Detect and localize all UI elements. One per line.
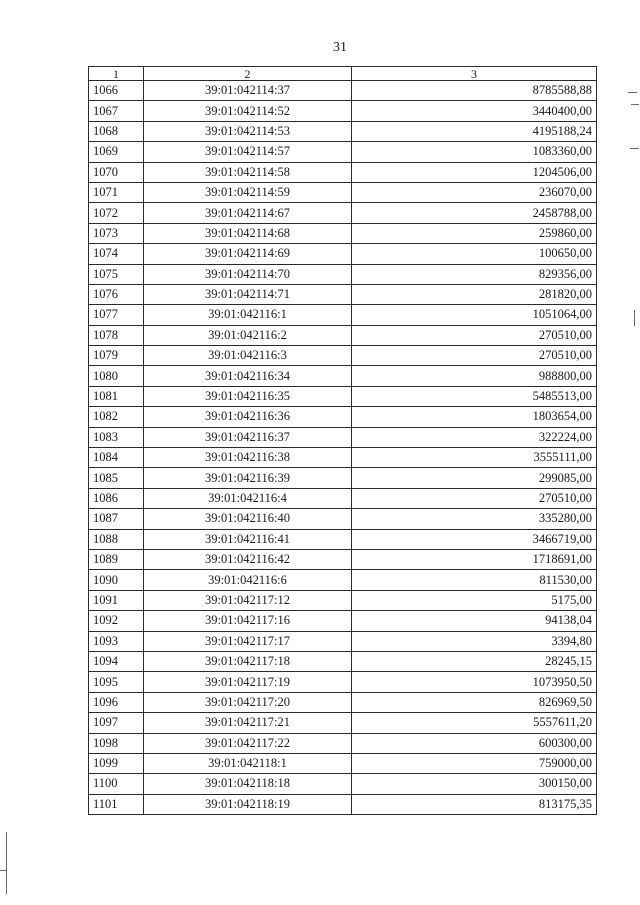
cadastral-value: 100650,00 — [352, 244, 597, 264]
row-number: 1100 — [89, 774, 144, 794]
cadastral-value: 5485513,00 — [352, 386, 597, 406]
cadastral-value: 1083360,00 — [352, 142, 597, 162]
table-row — [89, 509, 597, 529]
cadastral-value: 3555111,00 — [352, 448, 597, 468]
cadastral-value: 4195188,24 — [352, 121, 597, 141]
cadastral-number: 39:01:042114:58 — [144, 162, 352, 182]
cadastral-number: 39:01:042116:39 — [144, 468, 352, 488]
cadastral-number: 39:01:042114:37 — [144, 81, 352, 101]
margin-mark — [630, 148, 639, 149]
row-number: 1098 — [89, 733, 144, 753]
margin-mark — [631, 104, 639, 105]
table-row — [89, 346, 597, 366]
table-header-row — [89, 67, 597, 81]
cadastral-number: 39:01:042114:70 — [144, 264, 352, 284]
margin-mark — [628, 92, 637, 93]
table-row — [89, 631, 597, 651]
table-row — [89, 162, 597, 182]
page-number: 31 — [333, 40, 347, 55]
row-number: 1087 — [89, 509, 144, 529]
cadastral-value: 299085,00 — [352, 468, 597, 488]
row-number: 1086 — [89, 488, 144, 508]
cadastral-value: 236070,00 — [352, 182, 597, 202]
row-number: 1097 — [89, 713, 144, 733]
table-row — [89, 203, 597, 223]
table-row — [89, 427, 597, 447]
table-row — [89, 325, 597, 345]
row-number: 1068 — [89, 121, 144, 141]
table-row — [89, 386, 597, 406]
row-number: 1073 — [89, 223, 144, 243]
cadastral-value: 1073950,50 — [352, 672, 597, 692]
cadastral-number: 39:01:042116:42 — [144, 549, 352, 569]
cadastral-number: 39:01:042114:71 — [144, 284, 352, 304]
table-row — [89, 101, 597, 121]
row-number: 1091 — [89, 590, 144, 610]
row-number: 1066 — [89, 81, 144, 101]
cadastral-value: 94138,04 — [352, 611, 597, 631]
row-number: 1075 — [89, 264, 144, 284]
cadastral-number: 39:01:042116:3 — [144, 346, 352, 366]
cadastral-value: 600300,00 — [352, 733, 597, 753]
cadastral-number: 39:01:042117:20 — [144, 692, 352, 712]
table-row — [89, 549, 597, 569]
cadastral-number: 39:01:042116:40 — [144, 509, 352, 529]
cadastral-number: 39:01:042116:6 — [144, 570, 352, 590]
cadastral-value: 759000,00 — [352, 753, 597, 773]
row-number: 1071 — [89, 182, 144, 202]
row-number: 1074 — [89, 244, 144, 264]
cadastral-value: 270510,00 — [352, 346, 597, 366]
cadastral-value: 811530,00 — [352, 570, 597, 590]
table-row — [89, 794, 597, 814]
row-number: 1093 — [89, 631, 144, 651]
row-number: 1099 — [89, 753, 144, 773]
cadastral-number: 39:01:042116:35 — [144, 386, 352, 406]
cadastral-number: 39:01:042114:59 — [144, 182, 352, 202]
table-row — [89, 81, 597, 101]
table-row — [89, 692, 597, 712]
row-number: 1095 — [89, 672, 144, 692]
cadastral-value: 259860,00 — [352, 223, 597, 243]
cadastral-value: 988800,00 — [352, 366, 597, 386]
table-row — [89, 672, 597, 692]
table-row — [89, 713, 597, 733]
row-number: 1081 — [89, 386, 144, 406]
cadastral-value: 1204506,00 — [352, 162, 597, 182]
row-number: 1101 — [89, 794, 144, 814]
cadastral-number: 39:01:042114:67 — [144, 203, 352, 223]
row-number: 1092 — [89, 611, 144, 631]
cadastral-value: 3440400,00 — [352, 101, 597, 121]
row-number: 1080 — [89, 366, 144, 386]
cadastral-value: 3466719,00 — [352, 529, 597, 549]
cadastral-value: 813175,35 — [352, 794, 597, 814]
cadastral-value: 281820,00 — [352, 284, 597, 304]
cadastral-value: 829356,00 — [352, 264, 597, 284]
cadastral-value: 2458788,00 — [352, 203, 597, 223]
row-number: 1096 — [89, 692, 144, 712]
table-row — [89, 142, 597, 162]
table-row — [89, 407, 597, 427]
cadastral-number: 39:01:042116:41 — [144, 529, 352, 549]
margin-mark — [634, 310, 635, 326]
row-number: 1067 — [89, 101, 144, 121]
cadastral-number: 39:01:042114:53 — [144, 121, 352, 141]
row-number: 1082 — [89, 407, 144, 427]
cadastral-number: 39:01:042116:4 — [144, 488, 352, 508]
cadastral-number: 39:01:042116:37 — [144, 427, 352, 447]
cadastral-number: 39:01:042116:38 — [144, 448, 352, 468]
row-number: 1090 — [89, 570, 144, 590]
cadastral-number: 39:01:042118:19 — [144, 794, 352, 814]
cadastral-value: 826969,50 — [352, 692, 597, 712]
table-row — [89, 223, 597, 243]
cadastral-number: 39:01:042114:69 — [144, 244, 352, 264]
table-row — [89, 753, 597, 773]
cadastral-number: 39:01:042114:57 — [144, 142, 352, 162]
cadastral-number: 39:01:042117:16 — [144, 611, 352, 631]
cadastral-value: 28245,15 — [352, 651, 597, 671]
table-row — [89, 182, 597, 202]
table-row — [89, 305, 597, 325]
cadastral-value: 3394,80 — [352, 631, 597, 651]
row-number: 1070 — [89, 162, 144, 182]
table-row — [89, 264, 597, 284]
row-number: 1088 — [89, 529, 144, 549]
cadastral-number: 39:01:042117:17 — [144, 631, 352, 651]
cadastral-number: 39:01:042117:21 — [144, 713, 352, 733]
cadastral-value: 8785588,88 — [352, 81, 597, 101]
row-number: 1083 — [89, 427, 144, 447]
row-number: 1085 — [89, 468, 144, 488]
cadastral-value: 270510,00 — [352, 488, 597, 508]
column-header-cadastral-number: 2 — [144, 67, 352, 81]
cadastral-value: 270510,00 — [352, 325, 597, 345]
row-number: 1077 — [89, 305, 144, 325]
cadastral-number: 39:01:042116:34 — [144, 366, 352, 386]
table-row — [89, 733, 597, 753]
row-number: 1094 — [89, 651, 144, 671]
table-row — [89, 774, 597, 794]
row-number: 1069 — [89, 142, 144, 162]
column-header-value: 3 — [352, 67, 597, 81]
table-row — [89, 468, 597, 488]
table-row — [89, 529, 597, 549]
cadastral-number: 39:01:042117:12 — [144, 590, 352, 610]
table-row — [89, 611, 597, 631]
cadastral-number: 39:01:042118:18 — [144, 774, 352, 794]
cadastral-value: 300150,00 — [352, 774, 597, 794]
cadastral-value: 5175,00 — [352, 590, 597, 610]
row-number: 1084 — [89, 448, 144, 468]
cadastral-number: 39:01:042116:2 — [144, 325, 352, 345]
row-number: 1078 — [89, 325, 144, 345]
table-row — [89, 570, 597, 590]
cadastral-number: 39:01:042117:18 — [144, 651, 352, 671]
table-row — [89, 121, 597, 141]
table-row — [89, 366, 597, 386]
cadastral-value: 322224,00 — [352, 427, 597, 447]
table-row — [89, 448, 597, 468]
table-row — [89, 590, 597, 610]
cadastral-value: 335280,00 — [352, 509, 597, 529]
cadastral-number: 39:01:042114:52 — [144, 101, 352, 121]
margin-mark — [6, 832, 7, 894]
table-row — [89, 488, 597, 508]
cadastral-value: 1718691,00 — [352, 549, 597, 569]
cadastral-value-table — [88, 66, 597, 815]
table-row — [89, 284, 597, 304]
row-number: 1089 — [89, 549, 144, 569]
table-row — [89, 244, 597, 264]
cadastral-number: 39:01:042118:1 — [144, 753, 352, 773]
row-number: 1079 — [89, 346, 144, 366]
table-row — [89, 651, 597, 671]
row-number: 1072 — [89, 203, 144, 223]
column-header-number: 1 — [89, 67, 144, 81]
cadastral-number: 39:01:042116:1 — [144, 305, 352, 325]
row-number: 1076 — [89, 284, 144, 304]
cadastral-number: 39:01:042116:36 — [144, 407, 352, 427]
cadastral-value: 1803654,00 — [352, 407, 597, 427]
table-body — [89, 81, 597, 815]
cadastral-value: 5557611,20 — [352, 713, 597, 733]
cadastral-value: 1051064,00 — [352, 305, 597, 325]
cadastral-number: 39:01:042117:19 — [144, 672, 352, 692]
cadastral-number: 39:01:042117:22 — [144, 733, 352, 753]
cadastral-number: 39:01:042114:68 — [144, 223, 352, 243]
margin-mark — [0, 870, 7, 871]
